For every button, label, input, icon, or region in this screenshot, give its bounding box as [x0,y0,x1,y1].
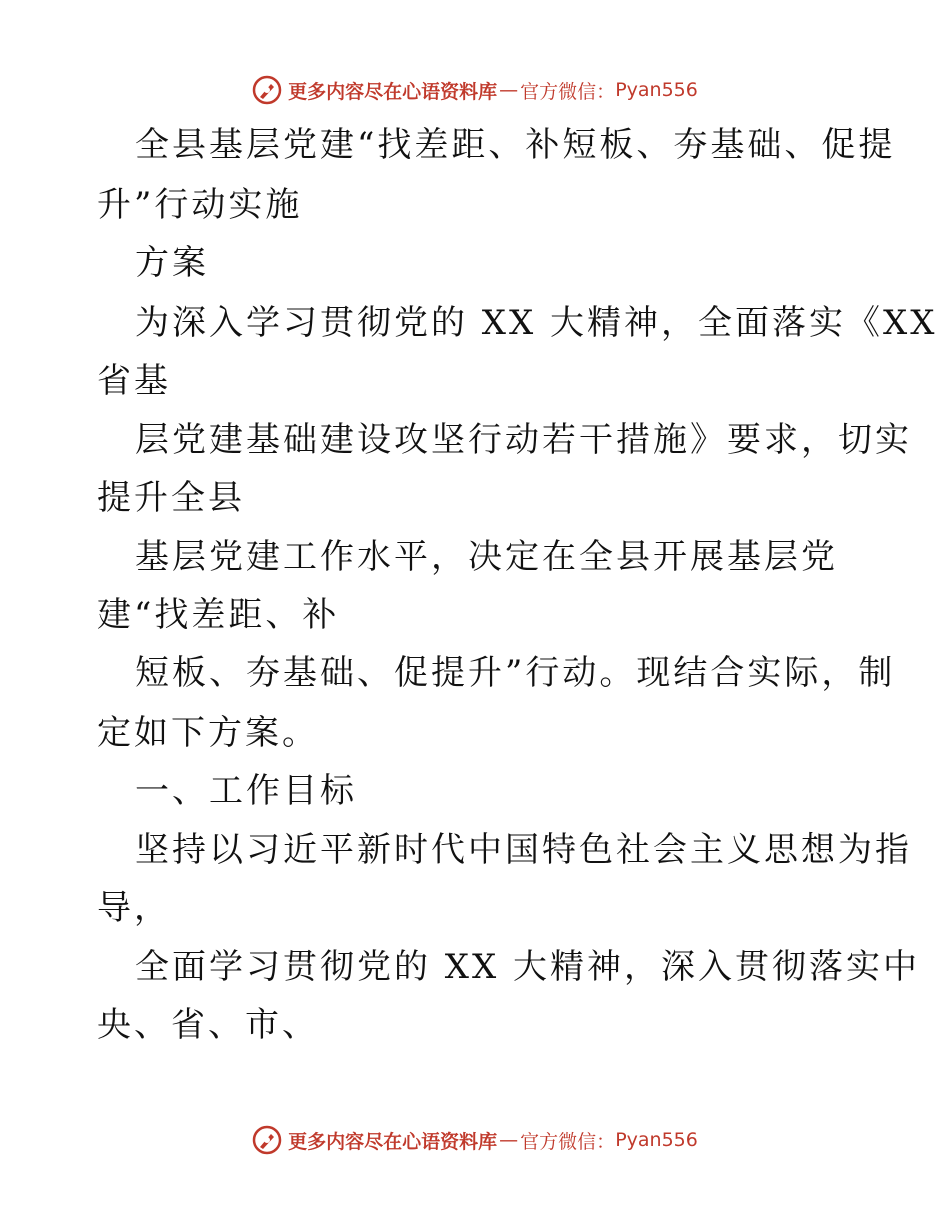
pen-circle-logo-icon [252,1125,282,1155]
banner-wechat-id: Pyan556 [615,1129,698,1151]
doc-line: 层党建基础建设攻坚行动若干措施》要求，切实 [135,420,912,460]
banner-brand-text: 更多内容尽在心语资料库 [288,80,498,103]
pen-circle-logo-icon [252,75,282,105]
doc-line: 一、工作目标 [135,771,357,811]
doc-line: 省基 [97,361,171,401]
doc-line: 导， [97,888,171,928]
banner-separator: — [499,1129,519,1151]
doc-line: 为深入学习贯彻党的 XX 大精神，全面落实《XX [135,303,938,343]
doc-line: 方案 [135,243,209,283]
banner-official-label: 官方微信： [520,1130,616,1153]
doc-line: 全面学习贯彻党的 XX 大精神，深入贯彻落实中 [135,947,921,987]
doc-line: 坚持以习近平新时代中国特色社会主义思想为指 [135,830,912,870]
doc-line: 央、省、市、 [97,1005,319,1045]
doc-line: 提升全县 [97,478,245,518]
banner-official-label: 官方微信： [520,80,616,103]
banner-brand-text: 更多内容尽在心语资料库 [288,1130,498,1153]
doc-line: 升”行动实施 [97,185,303,225]
doc-line: 短板、夯基础、促提升”行动。现结合实际，制 [135,653,896,693]
doc-line: 定如下方案。 [97,713,319,753]
doc-line: 建“找差距、补 [97,595,340,635]
doc-line: 全县基层党建“找差距、补短板、夯基础、促提 [135,125,896,165]
header-banner [0,70,950,110]
banner-separator: — [499,79,519,101]
banner-wechat-id: Pyan556 [615,79,698,101]
footer-banner [0,1120,950,1160]
doc-line: 基层党建工作水平，决定在全县开展基层党 [135,537,838,577]
